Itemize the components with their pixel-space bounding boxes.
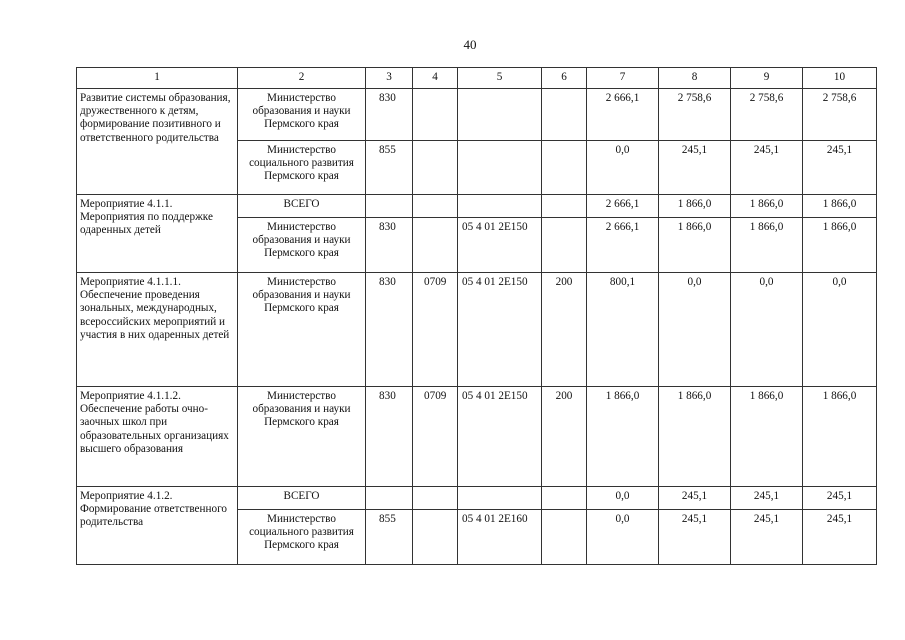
value-col-10: 1 866,0 (803, 218, 877, 273)
activity-name: Развитие системы образования, дружественного к детям, формирование позитивного и ответственного родительства (77, 89, 238, 195)
value-col-7: 0,0 (587, 141, 659, 195)
value-col-7: 0,0 (587, 510, 659, 565)
section-code: 0709 (413, 273, 458, 387)
target-code (458, 89, 542, 141)
value-col-7: 1 866,0 (587, 387, 659, 487)
section-code (413, 510, 458, 565)
value-col-9: 2 758,6 (731, 89, 803, 141)
value-col-9: 1 866,0 (731, 218, 803, 273)
value-col-10: 2 758,6 (803, 89, 877, 141)
table-row (77, 387, 877, 487)
section-code (413, 141, 458, 195)
grbs-code: 830 (366, 89, 413, 141)
column-header: 8 (659, 68, 731, 89)
grbs-code (366, 487, 413, 510)
expense-type (542, 141, 587, 195)
value-col-10: 1 866,0 (803, 387, 877, 487)
executor: Министерство социального развития Пермского края (238, 510, 366, 565)
expense-type: 200 (542, 387, 587, 487)
executor: Министерство образования и науки Пермского края (238, 273, 366, 387)
column-header: 7 (587, 68, 659, 89)
section-code (413, 487, 458, 510)
value-col-9: 245,1 (731, 141, 803, 195)
column-header: 9 (731, 68, 803, 89)
column-header: 5 (458, 68, 542, 89)
value-col-8: 245,1 (659, 510, 731, 565)
target-code (458, 141, 542, 195)
column-header: 1 (77, 68, 238, 89)
value-col-7: 2 666,1 (587, 89, 659, 141)
grbs-code: 855 (366, 141, 413, 195)
grbs-code: 830 (366, 273, 413, 387)
executor: ВСЕГО (238, 487, 366, 510)
expense-type (542, 89, 587, 141)
value-col-8: 245,1 (659, 141, 731, 195)
column-header: 4 (413, 68, 458, 89)
target-code (458, 195, 542, 218)
value-col-8: 1 866,0 (659, 195, 731, 218)
value-col-10: 0,0 (803, 273, 877, 387)
header-row (77, 68, 877, 89)
table-row (77, 273, 877, 387)
expense-type (542, 487, 587, 510)
section-code (413, 218, 458, 273)
grbs-code (366, 195, 413, 218)
target-code (458, 487, 542, 510)
section-code (413, 89, 458, 141)
grbs-code: 830 (366, 387, 413, 487)
target-code: 05 4 01 2Е150 (458, 218, 542, 273)
value-col-7: 2 666,1 (587, 218, 659, 273)
value-col-8: 2 758,6 (659, 89, 731, 141)
value-col-8: 1 866,0 (659, 218, 731, 273)
target-code: 05 4 01 2Е150 (458, 273, 542, 387)
budget-table (76, 67, 877, 565)
value-col-8: 0,0 (659, 273, 731, 387)
value-col-10: 1 866,0 (803, 195, 877, 218)
value-col-7: 800,1 (587, 273, 659, 387)
activity-name: Мероприятие 4.1.2. Формирование ответственного родительства (77, 487, 238, 565)
page-number: 40 (463, 37, 477, 52)
value-col-9: 245,1 (731, 510, 803, 565)
value-col-8: 1 866,0 (659, 387, 731, 487)
expense-type (542, 195, 587, 218)
column-header: 10 (803, 68, 877, 89)
executor: Министерство образования и науки Пермского края (238, 218, 366, 273)
executor: ВСЕГО (238, 195, 366, 218)
value-col-8: 245,1 (659, 487, 731, 510)
expense-type (542, 510, 587, 565)
expense-type (542, 218, 587, 273)
table-row (77, 195, 877, 218)
value-col-9: 0,0 (731, 273, 803, 387)
table-row (77, 487, 877, 510)
grbs-code: 830 (366, 218, 413, 273)
section-code: 0709 (413, 387, 458, 487)
section-code (413, 195, 458, 218)
column-header: 6 (542, 68, 587, 89)
value-col-9: 1 866,0 (731, 195, 803, 218)
executor: Министерство социального развития Пермского края (238, 141, 366, 195)
value-col-9: 1 866,0 (731, 387, 803, 487)
column-header: 2 (238, 68, 366, 89)
activity-name: Мероприятие 4.1.1.2. Обеспечение работы очно-заочных школ при образовательных организациях высшего образования (77, 387, 238, 487)
target-code: 05 4 01 2Е150 (458, 387, 542, 487)
value-col-10: 245,1 (803, 141, 877, 195)
value-col-7: 0,0 (587, 487, 659, 510)
activity-name: Мероприятие 4.1.1.1. Обеспечение проведения зональных, международных, всероссийских мероприятий и участия в них одаренных детей (77, 273, 238, 387)
value-col-9: 245,1 (731, 487, 803, 510)
value-col-10: 245,1 (803, 487, 877, 510)
grbs-code: 855 (366, 510, 413, 565)
table-row (77, 89, 877, 141)
executor: Министерство образования и науки Пермского края (238, 89, 366, 141)
activity-name: Мероприятие 4.1.1. Мероприятия по поддержке одаренных детей (77, 195, 238, 273)
target-code: 05 4 01 2Е160 (458, 510, 542, 565)
column-header: 3 (366, 68, 413, 89)
value-col-10: 245,1 (803, 510, 877, 565)
executor: Министерство образования и науки Пермского края (238, 387, 366, 487)
expense-type: 200 (542, 273, 587, 387)
value-col-7: 2 666,1 (587, 195, 659, 218)
